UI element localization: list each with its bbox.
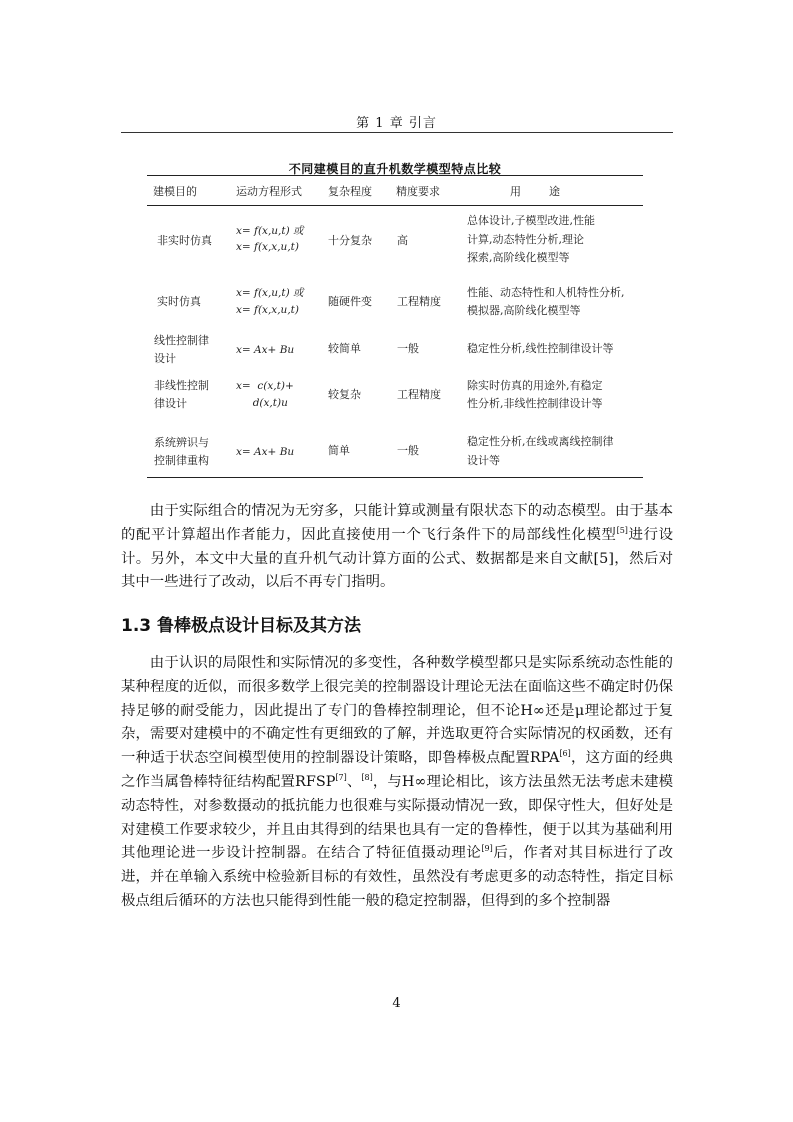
table-header-purpose: 建模目的 xyxy=(153,185,197,198)
table-cell-formula: x= f(x,x,u,t) xyxy=(236,304,299,316)
paragraph-text: 由于认识的局限性和实际情况的多变性，各种数学模型都只是实际系统动态性能的某种程度的近似，而很多数学上很完美的控制器设计理论无法在面临这些不确定时仍保持足够的耐受能力，因此提出了专门的鲁棒控制理论，但不论H∞还是μ理论都过于复杂，需要对建模中的不确定性有更细致的了解，并选取更符合实际情况的权函数，还有一种适于状态空间模型使用的控制器设计策略，即鲁棒极点配置RPA xyxy=(121,655,673,767)
table-cell-purpose: 非线性控制 xyxy=(154,379,209,392)
table-cell-purpose: 设计 xyxy=(154,352,176,365)
citation-ref: [6] xyxy=(559,749,571,759)
table-cell-precision: 工程精度 xyxy=(397,388,441,401)
paragraph-text: 由于实际组合的情况为无穷多，只能计算或测量有限状态下的动态模型。由于基本的配平计算超出作者能力，因此直接使用一个飞行条件下的局部线性化模型 xyxy=(121,503,673,543)
table-cell-precision: 工程精度 xyxy=(397,295,441,308)
table-cell-complexity: 简单 xyxy=(328,444,350,457)
table-cell-usage: 除实时仿真的用途外,有稳定 xyxy=(467,379,603,392)
table-cell-usage: 性分析,非线性控制律设计等 xyxy=(467,397,603,410)
table-cell-complexity: 随硬件变 xyxy=(328,295,372,308)
table-cell-purpose: 系统辨识与 xyxy=(154,436,209,449)
table-cell-formula: x= f(x,x,u,t) xyxy=(236,241,299,253)
table-cell-usage: 稳定性分析,在线或离线控制律 xyxy=(467,435,614,448)
table-cell-purpose: 实时仿真 xyxy=(157,295,201,308)
paragraph-text: 后，作者对其目标进行了改进，并在单输入系统中检验新目标的有效性，虽然没有考虑更多的动态特性，指定目标极点组后循环的方法也只能得到性能一般的稳定控制器，但得到的多个控制器 xyxy=(121,845,673,909)
table-cell-complexity: 较复杂 xyxy=(328,388,361,401)
table-cell-purpose: 律设计 xyxy=(154,397,187,410)
table-cell-formula: d(x,t)u xyxy=(236,397,288,409)
body-paragraph xyxy=(121,652,673,914)
table-cell-usage: 设计等 xyxy=(467,454,500,467)
table-cell-precision: 一般 xyxy=(397,342,419,355)
table-cell-usage: 稳定性分析,线性控制律设计等 xyxy=(467,342,614,355)
table-cell-formula: x= Ax+ Bu xyxy=(236,446,295,458)
table-header-complexity: 复杂程度 xyxy=(328,185,372,198)
table-cell-precision: 高 xyxy=(397,234,408,247)
table-top-rule xyxy=(147,175,643,176)
citation-ref: [8] xyxy=(361,772,373,782)
paragraph-text: ，与H∞理论相比，该方法虽然无法考虑未建模动态特性，对参数摄动的抵抗能力也很难与实际摄动情况一致，即保守性大，但好处是对建模工作要求较少，并且由其得到的结果也具有一定的鲁棒性，便于以其为基础利用其他理论进一步设计控制器。在结合了特征值摄动理论 xyxy=(121,773,673,862)
table-header-precision: 精度要求 xyxy=(396,185,440,198)
table-cell-usage: 计算,动态特性分析,理论 xyxy=(467,233,584,246)
table-header-rule xyxy=(147,205,643,206)
table-cell-formula: x= f(x,u,t) 或 xyxy=(236,225,304,237)
header-rule xyxy=(121,132,673,133)
running-header: 第 1 章 引言 xyxy=(356,116,437,131)
page-number: 4 xyxy=(392,996,401,1011)
citation-ref: [5] xyxy=(616,525,628,535)
table-cell-usage: 模拟器,高阶线化模型等 xyxy=(467,304,581,317)
table-header-usage: 用 途 xyxy=(510,185,560,198)
table-bottom-rule xyxy=(147,477,643,478)
table-title: 不同建模目的直升机数学模型特点比较 xyxy=(288,162,502,176)
citation-ref: [9] xyxy=(481,844,493,854)
table-cell-purpose: 线性控制律 xyxy=(154,334,209,347)
table-cell-formula: x= Ax+ Bu xyxy=(236,344,295,356)
table-cell-purpose: 非实时仿真 xyxy=(157,234,212,247)
paragraph-text: 、 xyxy=(346,773,362,790)
table-cell-purpose: 控制律重构 xyxy=(154,454,209,467)
table-cell-formula: x= f(x,u,t) 或 xyxy=(236,287,304,299)
table-cell-usage: 探索,高阶线化模型等 xyxy=(467,251,570,264)
section-heading: 1.3 鲁棒极点设计目标及其方法 xyxy=(121,616,362,636)
table-cell-usage: 总体设计,子模型改进,性能 xyxy=(467,214,595,227)
table-header-formula: 运动方程形式 xyxy=(236,185,302,198)
citation-ref: [7] xyxy=(335,772,347,782)
table-cell-formula: x= c(x,t)+ xyxy=(236,380,294,392)
table-cell-usage: 性能、动态特性和人机特性分析, xyxy=(467,286,625,299)
table-cell-precision: 一般 xyxy=(397,444,419,457)
body-paragraph xyxy=(121,500,673,595)
paragraph-text: ，这方面的经典之作当属鲁棒特征结构配置RFSP xyxy=(121,750,673,790)
paragraph-text: 进行设计。另外，本文中大量的直升机气动计算方面的公式、数据都是来自文献[5]，然后对其中一些进行了改动，以后不再专门指明。 xyxy=(121,526,673,591)
table-cell-complexity: 较简单 xyxy=(328,342,361,355)
table-cell-complexity: 十分复杂 xyxy=(328,234,372,247)
